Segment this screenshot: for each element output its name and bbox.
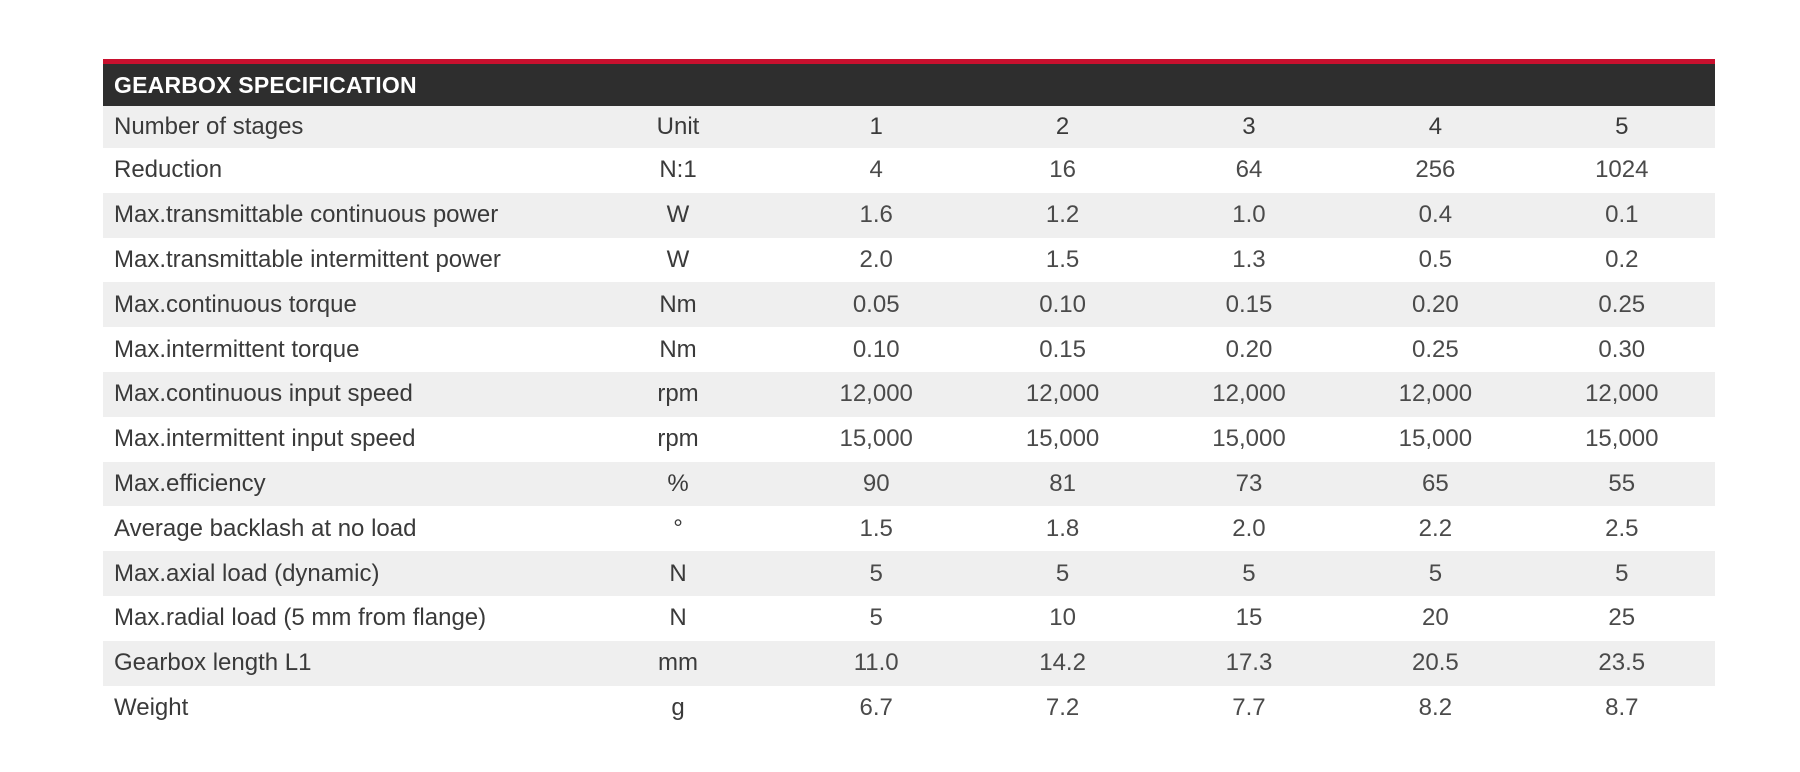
row-value: 1024 <box>1595 156 1649 184</box>
row-label: Max.intermittent torque <box>114 335 360 363</box>
table-title: GEARBOX SPECIFICATION <box>103 64 1715 106</box>
row-unit: N <box>573 551 783 596</box>
row-value: 5 <box>1156 551 1342 596</box>
row-label: Average backlash at no load <box>114 514 417 542</box>
table-row <box>103 417 1715 462</box>
row-value: 5 <box>783 551 969 596</box>
row-label: Max.continuous input speed <box>103 372 573 417</box>
row-value: 2.0 <box>1232 514 1266 542</box>
row-value: 65 <box>1342 462 1528 507</box>
row-value: 2.5 <box>1605 514 1639 542</box>
row-value: 2.2 <box>1418 514 1453 542</box>
stage-header: 4 <box>1342 106 1528 148</box>
row-value: 0.15 <box>1156 282 1342 327</box>
row-value: 10 <box>1049 604 1076 632</box>
row-value: 6.7 <box>859 693 893 721</box>
row-value: 0.05 <box>783 282 969 327</box>
row-value: 0.2 <box>1605 245 1639 273</box>
row-label: Max.continuous torque <box>103 282 573 327</box>
row-value: 1.5 <box>859 514 893 542</box>
row-value: 0.15 <box>1039 335 1086 363</box>
table-row <box>103 462 1715 507</box>
row-unit: N:1 <box>659 156 697 184</box>
row-value: 0.1 <box>1529 193 1715 238</box>
row-value: 8.7 <box>1605 693 1639 721</box>
row-value: 5 <box>1342 551 1528 596</box>
row-value: 0.10 <box>969 282 1155 327</box>
row-value: 64 <box>1235 156 1263 184</box>
row-value: 15,000 <box>1025 425 1100 453</box>
row-value: 17.3 <box>1156 641 1342 686</box>
row-value: 15,000 <box>1212 425 1286 453</box>
row-label: Max.intermittent input speed <box>114 425 416 453</box>
stage-header: 2 <box>969 106 1155 148</box>
row-unit: g <box>671 693 685 721</box>
row-label: Max.efficiency <box>103 462 573 507</box>
stage-header: 3 <box>1156 106 1342 148</box>
row-value: 12,000 <box>1156 372 1342 417</box>
table-row <box>103 372 1715 417</box>
row-label: Max.axial load (dynamic) <box>103 551 573 596</box>
table-row <box>103 282 1715 327</box>
row-value: 12,000 <box>969 372 1155 417</box>
row-value: 5 <box>1529 551 1715 596</box>
stage-header: 1 <box>783 106 969 148</box>
table-row <box>103 148 1715 193</box>
row-unit: W <box>573 193 783 238</box>
row-value: 0.10 <box>852 335 900 363</box>
row-value: 0.20 <box>1342 282 1528 327</box>
row-value: 15,000 <box>1398 425 1473 453</box>
row-value: 0.30 <box>1598 335 1646 363</box>
row-label: Gearbox length L1 <box>103 641 573 686</box>
row-value: 12,000 <box>1342 372 1528 417</box>
row-value: 0.25 <box>1412 335 1459 363</box>
row-value: 15 <box>1235 604 1263 632</box>
row-value: 16 <box>1049 156 1076 184</box>
row-unit: N <box>669 604 687 632</box>
row-value: 0.5 <box>1418 245 1453 273</box>
row-value: 25 <box>1608 604 1636 632</box>
row-value: 23.5 <box>1529 641 1715 686</box>
row-value: 73 <box>1156 462 1342 507</box>
row-value: 7.2 <box>1045 693 1080 721</box>
row-value: 81 <box>969 462 1155 507</box>
row-value: 1.2 <box>969 193 1155 238</box>
row-value: 8.2 <box>1418 693 1453 721</box>
row-value: 1.6 <box>783 193 969 238</box>
header-row <box>103 106 1715 148</box>
gearbox-spec-table <box>103 59 1715 730</box>
row-label: Max.transmittable continuous power <box>103 193 573 238</box>
row-value: 90 <box>783 462 969 507</box>
header-label: Number of stages <box>103 106 573 148</box>
row-label: Max.radial load (5 mm from flange) <box>114 604 487 632</box>
row-value: 20.5 <box>1342 641 1528 686</box>
row-unit: Nm <box>659 335 697 363</box>
table-row <box>103 641 1715 686</box>
row-value: 2.0 <box>859 245 893 273</box>
row-value: 7.7 <box>1232 693 1266 721</box>
row-value: 15,000 <box>1585 425 1659 453</box>
row-value: 5 <box>969 551 1155 596</box>
row-value: 1.8 <box>1045 514 1080 542</box>
row-unit: ° <box>673 514 683 542</box>
row-unit: W <box>666 245 690 273</box>
row-value: 15,000 <box>839 425 913 453</box>
table-row <box>103 327 1715 372</box>
row-value: 1.5 <box>1045 245 1080 273</box>
row-unit: % <box>573 462 783 507</box>
row-value: 20 <box>1422 604 1449 632</box>
table-row <box>103 238 1715 283</box>
row-unit: Nm <box>573 282 783 327</box>
row-unit: rpm <box>657 425 699 453</box>
table-row <box>103 596 1715 641</box>
spec-grid <box>103 106 1715 730</box>
row-label: Weight <box>114 693 189 721</box>
stage-header: 5 <box>1529 106 1715 148</box>
table-row <box>103 506 1715 551</box>
row-value: 256 <box>1415 156 1456 184</box>
row-unit: mm <box>573 641 783 686</box>
row-value: 1.3 <box>1232 245 1266 273</box>
row-value: 11.0 <box>783 641 969 686</box>
header-unit: Unit <box>573 106 783 148</box>
table-row <box>103 551 1715 596</box>
row-value: 55 <box>1529 462 1715 507</box>
row-value: 14.2 <box>969 641 1155 686</box>
row-value: 0.20 <box>1225 335 1273 363</box>
row-label: Max.transmittable intermittent power <box>114 245 501 273</box>
row-value: 1.0 <box>1156 193 1342 238</box>
row-value: 5 <box>869 604 883 632</box>
row-value: 0.4 <box>1342 193 1528 238</box>
row-value: 12,000 <box>1529 372 1715 417</box>
row-value: 4 <box>869 156 883 184</box>
table-row <box>103 686 1715 731</box>
row-value: 0.25 <box>1529 282 1715 327</box>
row-value: 12,000 <box>783 372 969 417</box>
row-unit: rpm <box>573 372 783 417</box>
table-row <box>103 193 1715 238</box>
row-label: Reduction <box>114 156 223 184</box>
